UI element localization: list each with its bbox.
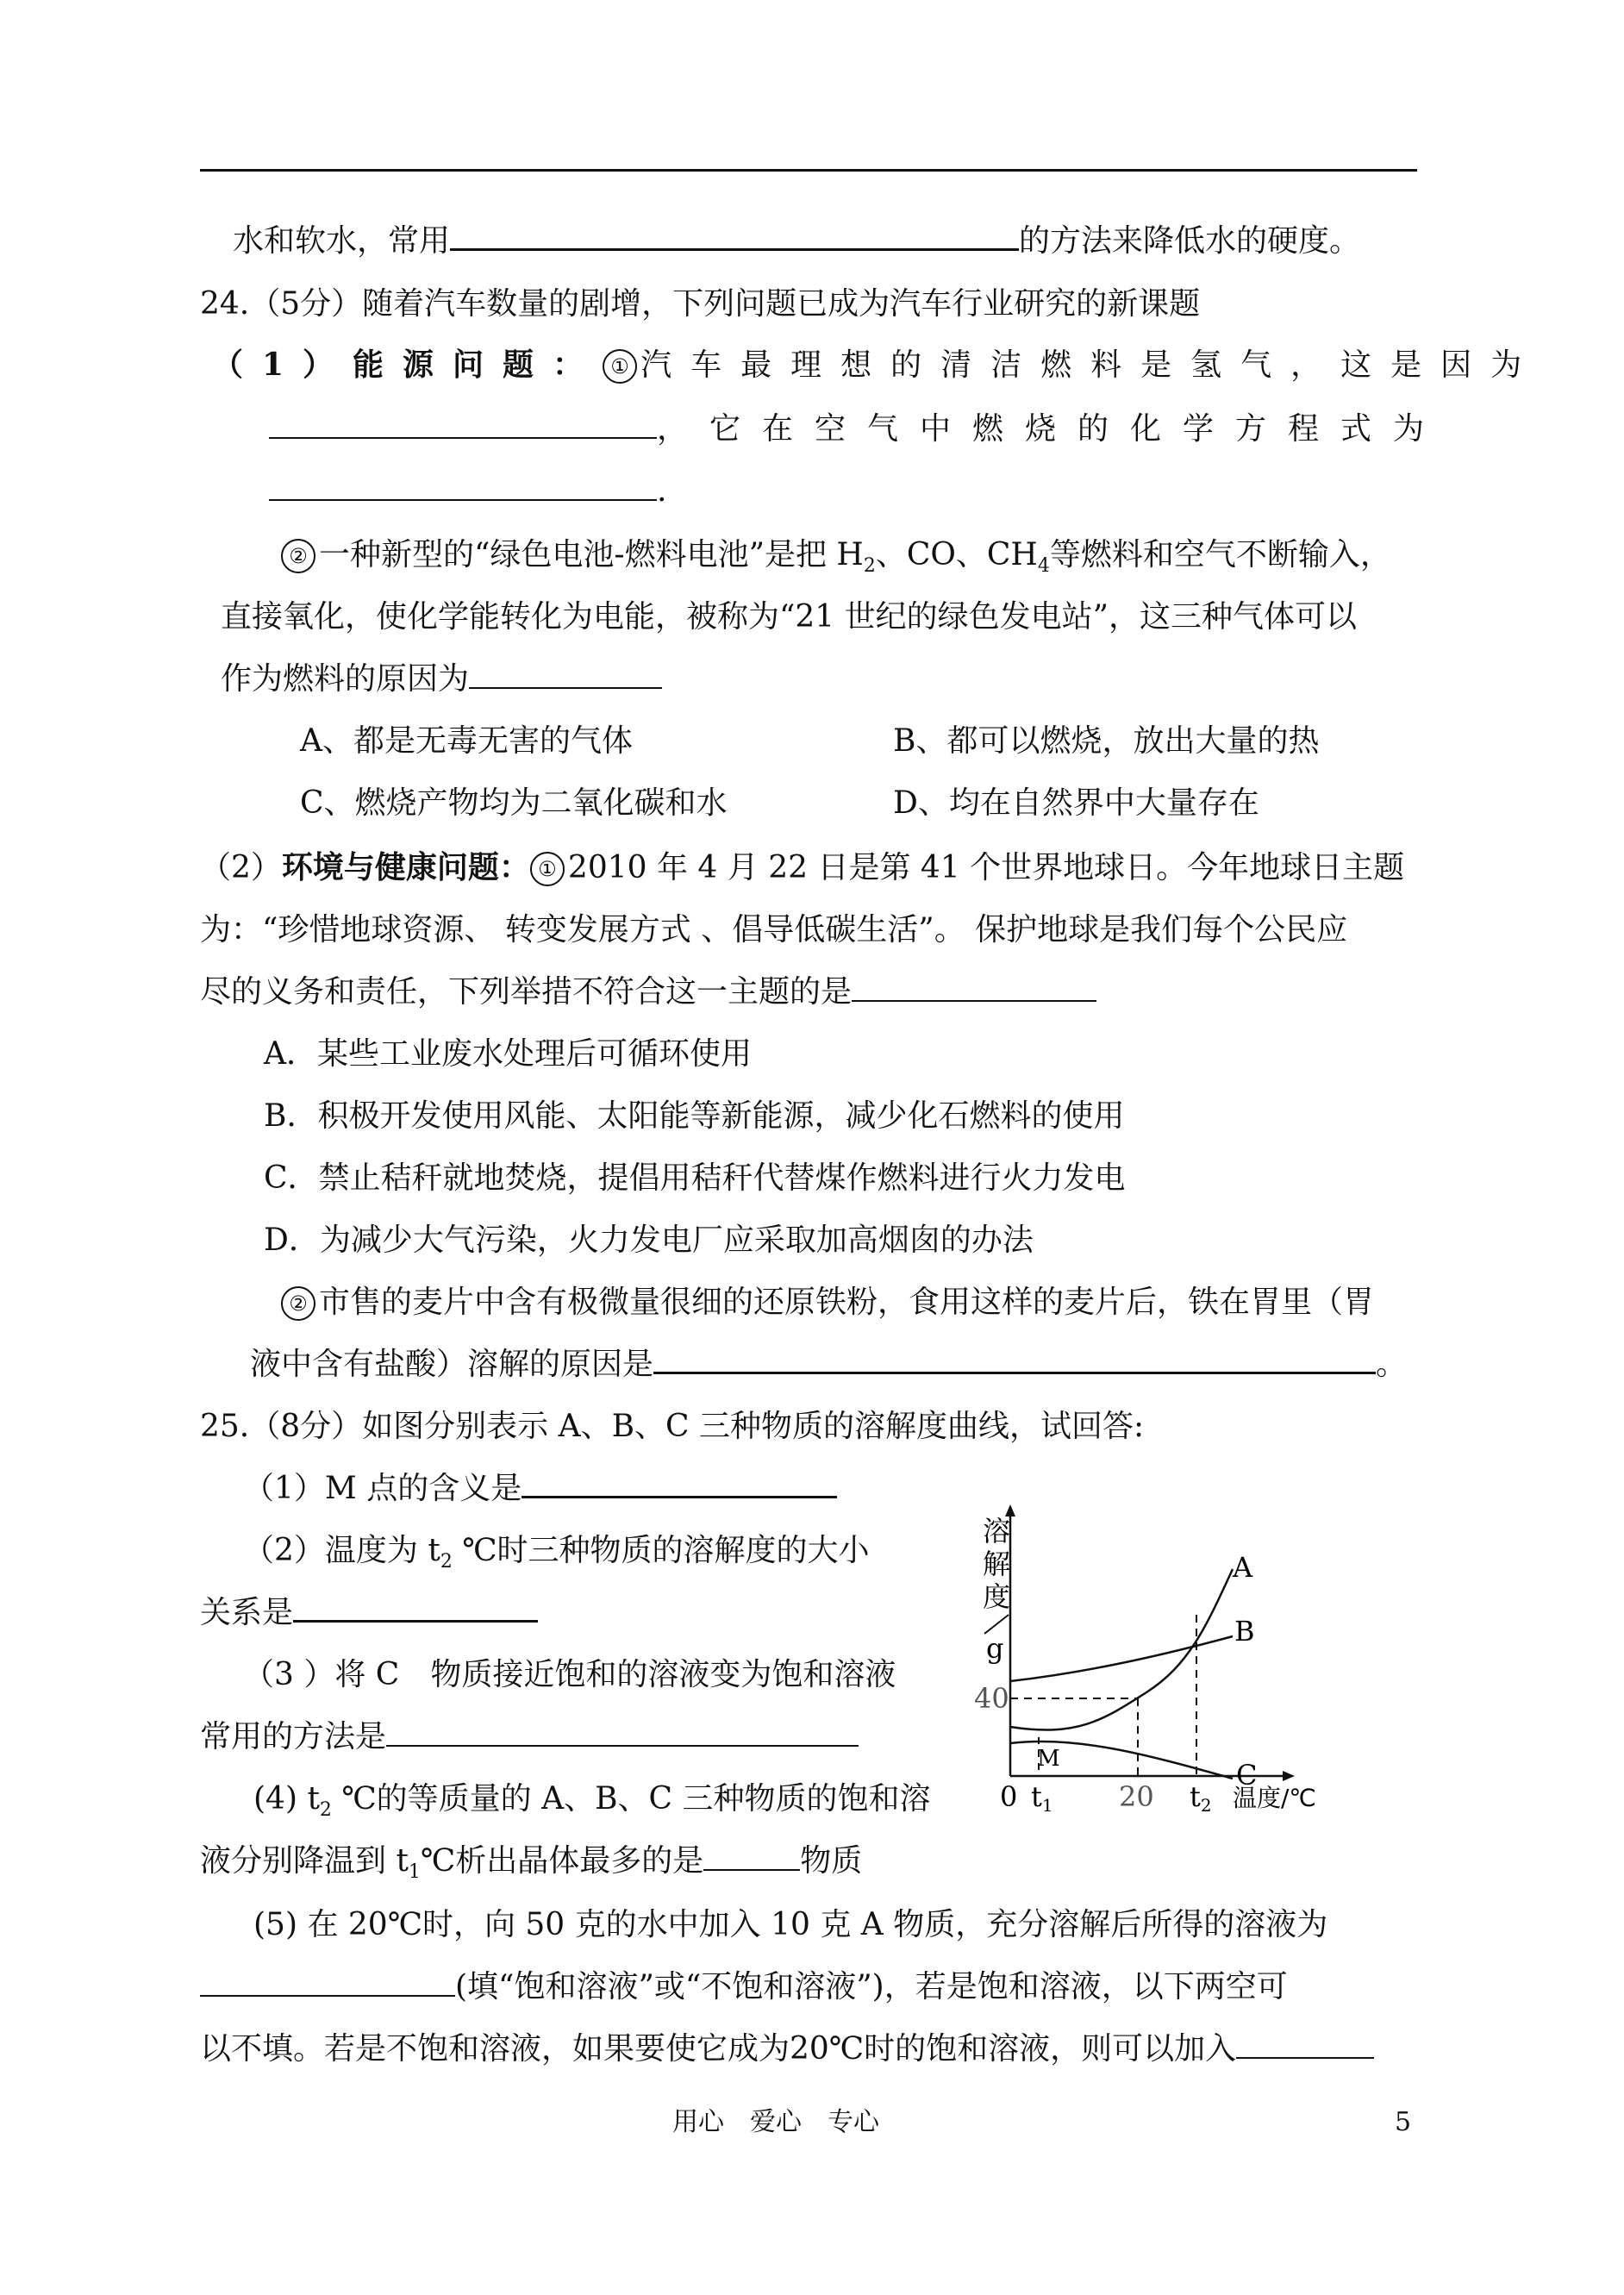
point-label-m: M xyxy=(1037,1746,1060,1772)
footer-motto: 用心 爱心 专心 xyxy=(672,2107,879,2137)
choice-d: D．为减少大气污染，火力发电厂应采取加高烟囱的办法 xyxy=(264,1223,1034,1258)
question-24-title: 24.（5分）随着汽车数量的剧增，下列问题已成为汽车行业研究的新课题 xyxy=(200,286,1201,322)
answer-blank[interactable] xyxy=(269,473,657,501)
energy-heading: （1）能源问题： xyxy=(212,347,603,383)
question-25-5-line3 xyxy=(200,2030,1374,2067)
text: ℃析出晶体最多的是 xyxy=(420,1843,704,1879)
question-24-1-line4 xyxy=(281,536,1391,578)
text: 关系是 xyxy=(200,1595,294,1630)
subscript: 2 xyxy=(440,1551,453,1573)
subscript: 1 xyxy=(408,1861,421,1884)
choice-c: C．禁止秸秆就地焚烧，提倡用秸秆代替煤作燃料进行火力发电 xyxy=(264,1160,1126,1196)
text: （1）M 点的含义是 xyxy=(243,1471,522,1506)
choice-a: A．某些工业废水处理后可循环使用 xyxy=(264,1036,752,1072)
choice-b: B．积极开发使用风能、太阳能等新能源，减少化石燃料的使用 xyxy=(264,1098,1125,1134)
option-b: B、都可以燃烧，放出大量的热 xyxy=(893,723,1320,759)
question-24-1-line3 xyxy=(269,472,666,510)
text: （2）温度为 t xyxy=(243,1533,440,1568)
question-25-2 xyxy=(243,1532,870,1574)
text: 汽车最理想的清洁燃料是氢气，这是因为 xyxy=(640,347,1541,383)
question-25-5-line2 xyxy=(200,1968,1288,2005)
option-a: A、都是无毒无害的气体 xyxy=(300,723,633,759)
question-24-1 xyxy=(212,347,1540,384)
answer-blank[interactable] xyxy=(293,1594,538,1623)
circled-number: ② xyxy=(281,539,315,573)
question-25-1 xyxy=(243,1470,837,1507)
text: 。 xyxy=(1376,1347,1408,1382)
answer-blank[interactable] xyxy=(469,661,662,689)
question-25-3: （3 ）将 C 物质接近饱和的溶液变为饱和溶液 xyxy=(243,1657,896,1692)
curve-a xyxy=(1010,1569,1233,1730)
question-24-1-line5: 直接氧化，使化学能转化为电能，被称为“21 世纪的绿色发电站”，这三种气体可以 xyxy=(221,599,1358,635)
text: 2010 年 4 月 22 日是第 41 个世界地球日。今年地球日主题 xyxy=(567,850,1405,885)
text: 常用的方法是 xyxy=(200,1719,387,1754)
subscript: 2 xyxy=(863,555,876,578)
y-axis-label-char: 度 xyxy=(983,1580,1011,1613)
answer-blank[interactable] xyxy=(386,1719,859,1747)
text: 水和软水，常用 xyxy=(233,223,451,259)
question-24-2-line5 xyxy=(250,1346,1407,1383)
solubility-chart xyxy=(974,1504,1353,1815)
curve-b xyxy=(1010,1636,1233,1681)
text: 液中含有盐酸）溶解的原因是 xyxy=(250,1347,654,1382)
x-tick-t1: t1 xyxy=(1031,1780,1053,1815)
answer-blank[interactable] xyxy=(703,1843,800,1871)
circled-number: ② xyxy=(281,1286,315,1321)
question-24-2 xyxy=(200,849,1404,886)
question-25-2-line2 xyxy=(200,1594,538,1631)
option-d: D、均在自然界中大量存在 xyxy=(893,785,1259,821)
page-number: 5 xyxy=(1395,2107,1412,2137)
text: 作为燃料的原因为 xyxy=(221,661,470,697)
y-axis-label-char: 溶 xyxy=(983,1515,1011,1548)
text: 、CO、CH xyxy=(875,537,1038,572)
text: ℃的等质量的 A、B、C 三种物质的饱和溶 xyxy=(331,1781,931,1817)
question-25-4-line2 xyxy=(200,1842,862,1885)
x-tick-20: 20 xyxy=(1119,1780,1154,1813)
text: 液分别降温到 t xyxy=(200,1843,409,1879)
answer-blank[interactable] xyxy=(200,1969,455,1997)
question-24-2-line4 xyxy=(281,1284,1374,1321)
text: . xyxy=(657,473,667,509)
answer-blank[interactable] xyxy=(653,1346,1376,1374)
question-24-2-line2: 为：“珍惜地球资源、 转变发展方式 、倡导低碳生活”。 保护地球是我们每个公民应 xyxy=(200,912,1348,947)
option-c: C、燃烧产物均为二氧化碳和水 xyxy=(300,785,728,821)
text: （2） xyxy=(200,850,282,885)
question-24-1-line6 xyxy=(221,660,662,697)
subscript: 4 xyxy=(1037,555,1050,578)
text: ，它在空气中燃烧的化学方程式为 xyxy=(657,411,1446,447)
answer-blank[interactable] xyxy=(522,1470,837,1498)
x-axis-label: 温度/℃ xyxy=(1233,1784,1316,1812)
question-25-4 xyxy=(253,1780,931,1823)
text: ℃时三种物质的溶解度的大小 xyxy=(452,1533,870,1568)
x-tick-0: 0 xyxy=(1000,1780,1018,1813)
answer-blank[interactable] xyxy=(269,411,657,439)
text: 物质 xyxy=(800,1843,863,1879)
text: 尽的义务和责任，下列举措不符合这一主题的是 xyxy=(200,974,853,1010)
series-label-b: B xyxy=(1234,1615,1255,1648)
circled-number: ① xyxy=(530,852,565,886)
y-tick-40: 40 xyxy=(974,1682,1009,1715)
text: (填“饱和溶液”或“不饱和溶液”)，若是饱和溶液，以下两空可 xyxy=(455,1969,1288,2004)
question-24-1-line2 xyxy=(269,410,1446,447)
question-25-3-line2 xyxy=(200,1718,859,1755)
x-tick-t2: t2 xyxy=(1190,1780,1212,1815)
text: 市售的麦片中含有极微量很细的还原铁粉，食用这样的麦片后，铁在胃里（胃 xyxy=(319,1285,1375,1320)
text: 以不填。若是不饱和溶液，如果要使它成为20℃时的饱和溶液，则可以加入 xyxy=(200,2031,1237,2067)
circled-number: ① xyxy=(603,349,637,384)
series-label-a: A xyxy=(1233,1551,1253,1584)
y-axis-label-char: 解 xyxy=(983,1548,1011,1580)
header-rule xyxy=(200,169,1417,172)
text: 等燃料和空气不断输入， xyxy=(1049,537,1391,572)
y-axis-label-char: g xyxy=(986,1632,1004,1665)
question-25-5: (5) 在 20℃时，向 50 克的水中加入 10 克 A 物质，充分溶解后所得的溶液为 xyxy=(253,1907,1328,1942)
text-line-1 xyxy=(233,222,1360,260)
answer-blank[interactable] xyxy=(450,222,1019,251)
text: 一种新型的“绿色电池-燃料电池”是把 H xyxy=(319,537,864,572)
answer-blank[interactable] xyxy=(852,974,1096,1002)
question-25-title: 25.（8分）如图分别表示 A、B、C 三种物质的溶解度曲线，试回答: xyxy=(200,1409,1145,1444)
series-label-c: C xyxy=(1236,1759,1258,1792)
x-axis-arrow xyxy=(1283,1771,1295,1781)
answer-blank[interactable] xyxy=(1236,2031,1374,2059)
text: (4) t xyxy=(253,1781,320,1817)
environment-heading: 环境与健康问题： xyxy=(281,849,530,885)
question-24-2-line3 xyxy=(200,973,1096,1010)
y-axis-label-slash xyxy=(984,1615,1009,1634)
subscript: 2 xyxy=(319,1799,332,1822)
text: 的方法来降低水的硬度。 xyxy=(1019,223,1361,259)
